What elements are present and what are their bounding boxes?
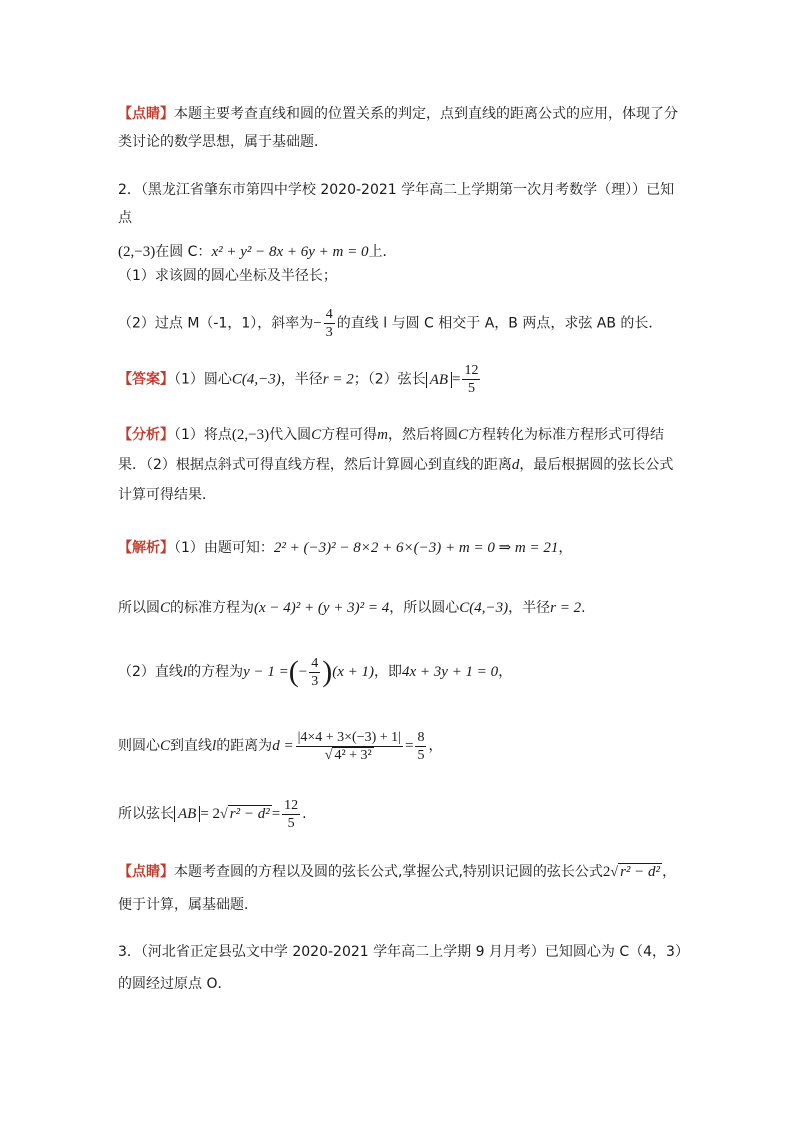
solution-l2-math: (x − 4)² + (y + 3)² = 4 [254, 600, 390, 616]
minus-sign: − [298, 664, 308, 680]
solution-l3-rhs: (x + 1) [332, 664, 374, 680]
chord-numerator: 12 [284, 797, 299, 813]
part2-text-b: 的直线 l 与圆 C 相交于 A，B 两点，求弦 AB 的长． [336, 315, 663, 332]
chord-denominator: 5 [287, 815, 295, 831]
solution-l4-l: l [212, 738, 217, 754]
solution-l3-den: 3 [311, 673, 319, 689]
solution-l5-text: 所以弦长 [118, 806, 174, 822]
solution-l3-num: 4 [311, 655, 319, 671]
analysis-point: (2,−3) [231, 427, 270, 443]
dianjing-tag: 【点睛】 [118, 106, 174, 122]
analysis-paragraph [118, 420, 683, 510]
solution-l4-d: d = [272, 738, 294, 754]
answer-chord-ab: AB [426, 372, 452, 388]
solution-l3-lhs: y − 1 = [243, 664, 289, 680]
slope-denominator: 3 [325, 325, 333, 340]
distance-denominator: √ 4² + 3² [324, 747, 372, 763]
slope-sign: − [313, 315, 322, 332]
answer-text-2: ，半径 [280, 371, 323, 388]
solution-l2-text4: ，半径 [508, 600, 551, 616]
distance-result-num: 8 [417, 729, 425, 745]
slope-fraction [324, 306, 335, 341]
answer-text-1: （1）圆心 [174, 371, 232, 388]
solution-l5-ab: AB [174, 806, 200, 822]
solution-l5-radicand: r² − d² [229, 806, 270, 822]
solution-l2-text: 所以圆 [118, 600, 160, 616]
solution-line-1 [118, 534, 683, 562]
dianjing-text: 本题主要考查直线和圆的位置关系的判定，点到直线的距离公式的应用，体现了分类讨论的数学思想，属于基础题． [118, 106, 678, 150]
dianjing2-text: 本题考查圆的方程以及圆的弦长公式,掌握公式,特别识记圆的弦长公式 [174, 864, 603, 880]
solution-line-4 [118, 722, 683, 770]
solution-l4-text: 则圆心 [118, 738, 160, 754]
question-2-part-1: （1）求该圆的圆心坐标及半径长； [118, 268, 337, 284]
solution-line-2 [118, 594, 683, 622]
distance-numerator: |4×4 + 3×(−3) + 1| [297, 729, 401, 745]
solution-l1-math: 2² + (−3)² − 8×2 + 6×(−3) + m = 0 ⇒ m = 21 [273, 540, 559, 556]
analysis-text-3: 方程可得 [321, 427, 378, 443]
solution-l3-text2: 的方程为 [187, 664, 244, 680]
answer-equals: = [452, 371, 461, 388]
circle-equation: x² + y² − 8x + 6y + m = 0 [211, 244, 369, 260]
answer-center: C(4,−3) [231, 371, 281, 388]
question-3: 3．（河北省正定县弘文中学 2020-2021 学年高二上学期 9 月月考）已知圆心为 C（4，3）的圆经过原点 O． [118, 944, 682, 992]
dianjing2-formula-coef: 2 [602, 864, 611, 880]
analysis-text-4: ，然后将圆 [387, 427, 458, 443]
answer-paragraph [118, 362, 683, 397]
distance-result-den: 5 [417, 747, 425, 763]
analysis-text-6: ，最后根据圆的弦长公式计算可得结果． [118, 457, 674, 503]
analysis-text-2: 代入圆 [269, 427, 312, 443]
answer-fraction [462, 362, 480, 397]
solution-l3-line-eq: 4x + 3y + 1 = 0 [402, 664, 499, 680]
solution-l2-end: . [581, 600, 586, 616]
answer-numerator: 12 [464, 363, 479, 378]
right-paren-large: ) [322, 655, 333, 688]
answer-radius: r = 2 [322, 371, 354, 388]
solution-line-3 [118, 652, 683, 692]
distance-radicand: 4² + 3² [334, 747, 372, 763]
solution-l3-l: l [182, 664, 188, 680]
solution-l2-center: C(4,−3) [459, 600, 509, 616]
solution-l1-text: （1）由题可知： [174, 540, 274, 556]
analysis-c-2: C [457, 427, 468, 443]
analysis-d: d [511, 457, 520, 473]
solution-l2-radius: r = 2 [550, 600, 582, 616]
dianjing-paragraph-2: 【点睛】本题考查圆的方程以及圆的弦长公式,掌握公式,特别识记圆的弦长公式2√ r² − d² ，便于计算，属基础题． [118, 864, 677, 913]
solution-l1-end: ， [558, 540, 573, 556]
solution-l2-text3: ，所以圆心 [389, 600, 460, 616]
chord-fraction [282, 797, 300, 832]
dianjing2-text2: ，便于计算，属基础题． [118, 864, 677, 913]
dianjing2-formula-radicand: r² − d² [620, 864, 661, 880]
slope-numerator: 4 [325, 307, 333, 322]
solution-l3-text3: ，即 [374, 664, 402, 680]
solution-l5-eq: = 2 [200, 806, 221, 822]
solution-l3-end: ， [498, 664, 513, 680]
solution-l4-text2: 到直线 [170, 738, 213, 754]
answer-tag: 【答案】 [118, 371, 174, 388]
solution-l4-eq: = [404, 738, 414, 754]
solution-l5-end: . [302, 806, 307, 822]
solution-line-5: 所以弦长 AB = 2√ r² − d² = $\frac{12}{5}$ . [118, 797, 307, 831]
answer-denominator: 5 [467, 381, 475, 396]
solution-l4-text3: 的距离为 [216, 738, 273, 754]
analysis-c-1: C [311, 427, 322, 443]
answer-text-3: ；（2）弦长 [353, 371, 426, 388]
distance-fraction [296, 729, 403, 764]
solution-l4-c: C [160, 738, 171, 754]
question-2-source: 2．（黑龙江省肇东市第四中学校 2020-2021 学年高二上学期第一次月考数学（理））已知点 [118, 182, 675, 226]
dianjing-paragraph-1 [118, 100, 683, 156]
analysis-text-5: 方程转化为标准方程形式可得结果．（2）根据点斜式可得直线方程，然后计算圆心到直线的距离 [118, 427, 664, 473]
solution-tag: 【解析】 [118, 540, 174, 556]
analysis-tag: 【分析】 [118, 427, 174, 443]
solution-l2-text2: 的标准方程为 [170, 600, 255, 616]
solution-l4-end: ， [428, 738, 443, 754]
analysis-text-1: （1）将点 [174, 427, 232, 443]
given-point: (2,−3) [118, 244, 156, 260]
solution-l5-eq2: = [271, 806, 281, 822]
left-paren-large: ( [288, 655, 299, 688]
question-2-part-2 [118, 306, 683, 341]
question-2 [118, 176, 683, 266]
circle-intro: 在圆 C： [155, 244, 212, 260]
solution-l3-fraction [309, 655, 320, 690]
dianjing2-tag: 【点睛】 [118, 864, 174, 880]
equation-tail: 上． [368, 244, 397, 260]
part2-text-a: （2）过点 M（-1，1），斜率为 [118, 315, 314, 332]
solution-l2-c: C [160, 600, 171, 616]
solution-l3-text: （2）直线 [118, 664, 183, 680]
distance-result-fraction [415, 729, 426, 764]
analysis-m: m [377, 427, 388, 443]
